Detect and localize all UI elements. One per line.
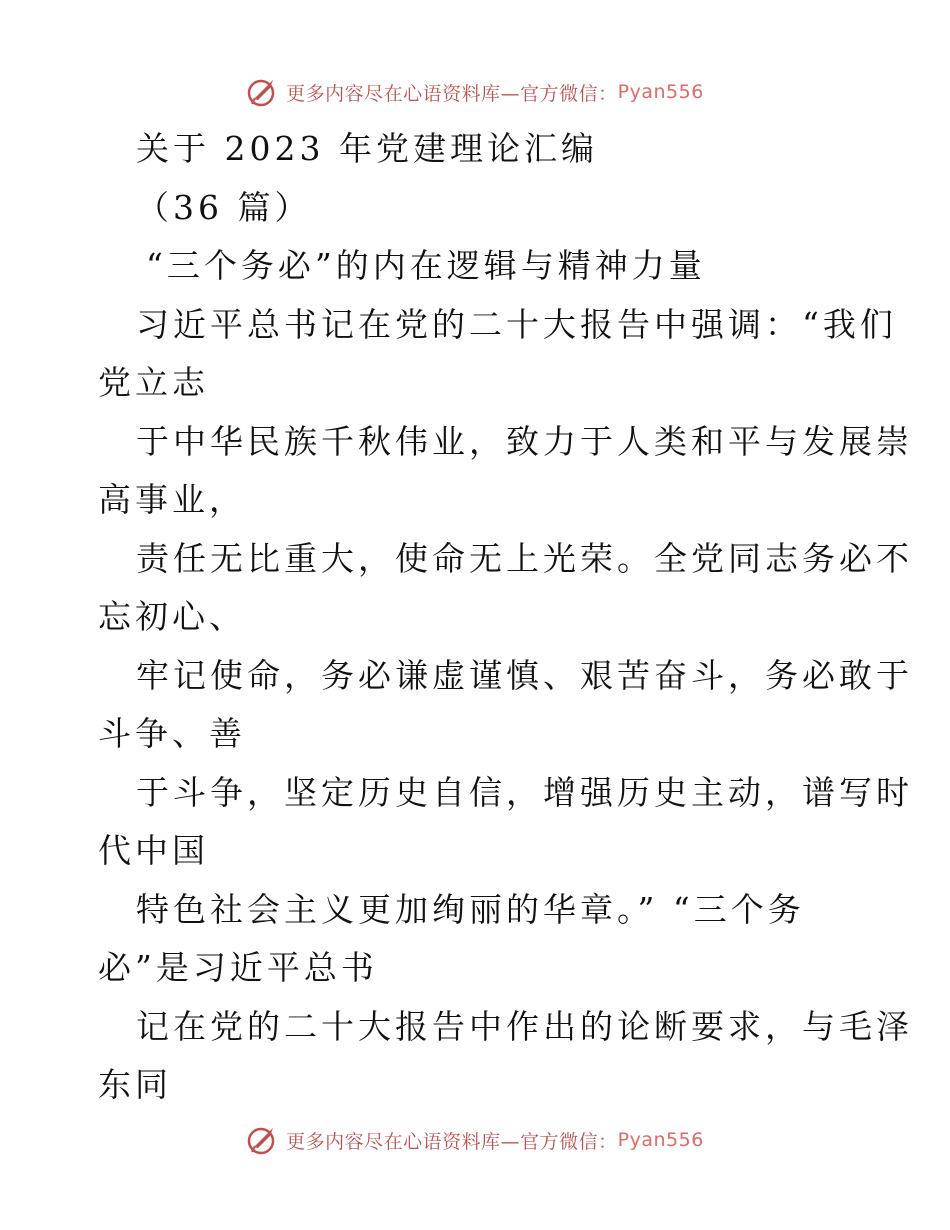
body-line: 牢记使命，务必谦虚谨慎、艰苦奋斗，务必敢于 [136, 655, 913, 695]
body-line: 代中国 [98, 831, 209, 870]
body-line: 于中华民族千秋伟业，致力于人类和平与发展崇 [136, 421, 913, 461]
watermark-text: 更多内容尽在心语资料库—官方微信： [286, 1130, 618, 1153]
quill-logo-icon [246, 1123, 280, 1157]
body-line: 必”是习近平总书 [98, 948, 378, 987]
watermark-wechat-id: Pyan556 [617, 1129, 704, 1151]
footer-watermark [0, 1118, 950, 1162]
watermark-text: 更多内容尽在心语资料库—官方微信： [286, 82, 618, 105]
body-line: 斗争、善 [98, 714, 246, 753]
header-watermark [0, 70, 950, 114]
body-line: 东同 [98, 1065, 172, 1104]
body-line: 习近平总书记在党的二十大报告中强调：“我们 [136, 304, 897, 344]
document-count: （36 篇） [136, 187, 312, 227]
document-body [98, 120, 913, 1115]
body-line: 党立志 [98, 363, 209, 402]
body-line: 于斗争，坚定历史自信，增强历史主动，谱写时 [136, 772, 913, 812]
quill-logo-icon [246, 75, 280, 109]
body-line: 高事业， [98, 480, 246, 519]
article-heading: “三个务必”的内在逻辑与精神力量 [146, 246, 706, 285]
body-line: 特色社会主义更加绚丽的华章。” “三个务 [136, 889, 805, 929]
body-line: 责任无比重大，使命无上光荣。全党同志务必不 [136, 538, 913, 578]
body-line: 忘初心、 [98, 597, 246, 636]
watermark-wechat-id: Pyan556 [617, 81, 704, 103]
body-line: 记在党的二十大报告中作出的论断要求，与毛泽 [136, 1006, 913, 1046]
document-title: 关于 2023 年党建理论汇编 [136, 129, 598, 168]
